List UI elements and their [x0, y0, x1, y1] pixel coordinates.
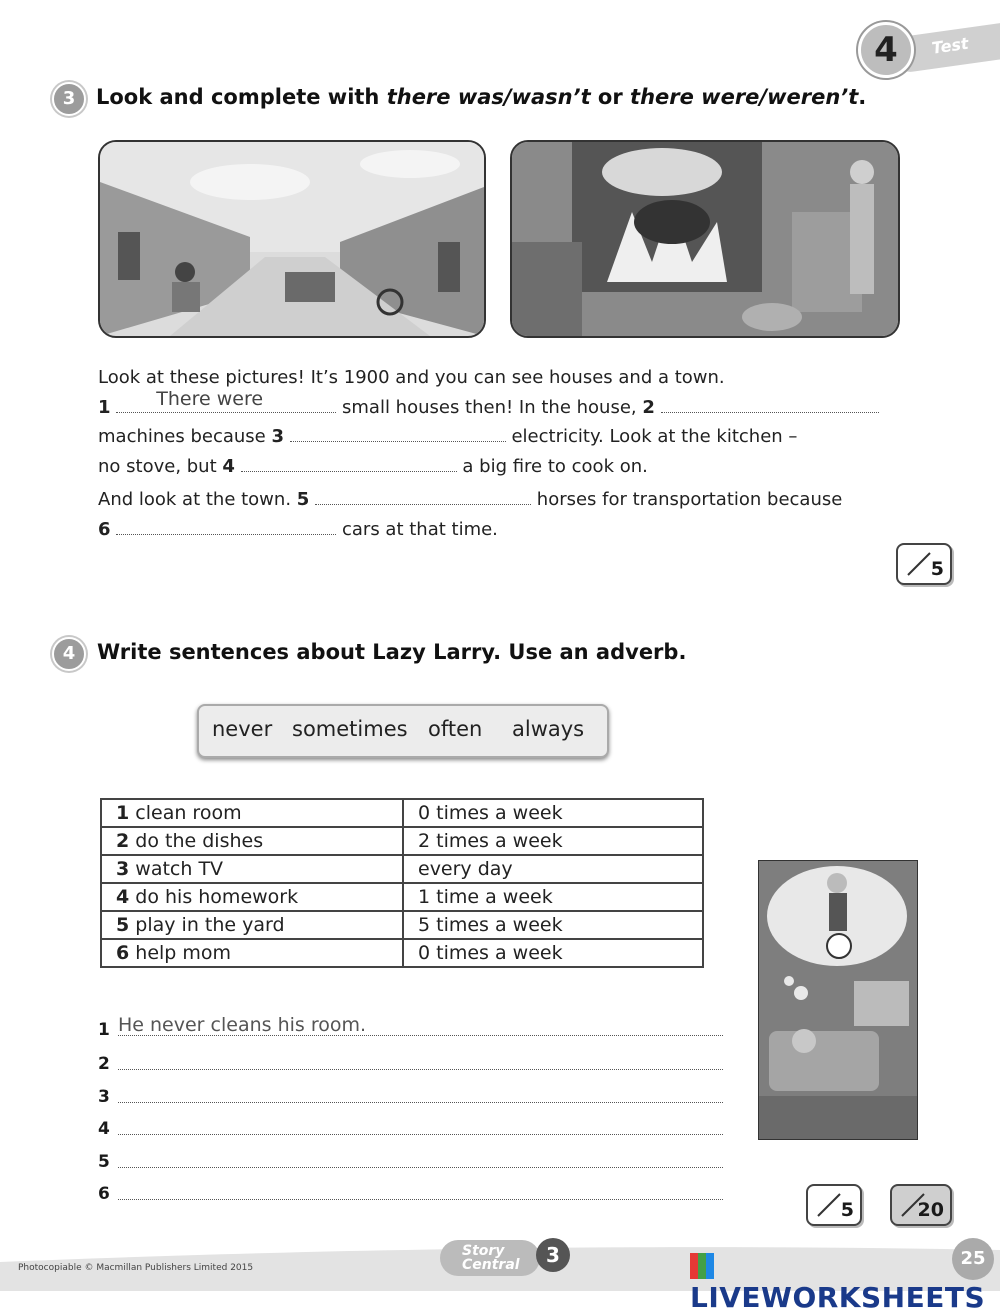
- score-box-section-4: 5: [806, 1184, 862, 1226]
- adverb-box: [197, 704, 609, 758]
- story-central-logo: Story Central 3: [440, 1236, 568, 1282]
- unit-number-circle: [858, 22, 914, 78]
- section-3-text: [98, 363, 918, 544]
- table-row: 5 play in the yard 5 times a week: [101, 911, 703, 939]
- section-4-number: 4: [52, 637, 86, 671]
- unit-badge: [858, 22, 1000, 74]
- sentence-answer-1[interactable]: He never cleans his room.: [118, 1014, 367, 1036]
- sentence-line-3[interactable]: 3: [98, 1079, 723, 1107]
- fill-line-2: machines because 3 electricity. Look at the kitchen –: [98, 426, 798, 447]
- kitchen-picture: [510, 140, 900, 338]
- liveworksheets-icon: [690, 1253, 714, 1279]
- answer-blank-3[interactable]: [290, 425, 506, 442]
- adverb-never: never: [212, 717, 273, 741]
- liveworksheets-logo[interactable]: LIVEWORKSHEETS: [690, 1248, 1000, 1314]
- fill-line-5: 6 cars at that time.: [98, 518, 498, 540]
- fill-line-4: And look at the town. 5 horses for transportation because: [98, 489, 843, 510]
- sentence-line-2[interactable]: 2: [98, 1046, 723, 1074]
- unit-number: 4: [874, 30, 898, 70]
- answer-blank-5[interactable]: [315, 488, 531, 505]
- chore-table: [100, 798, 704, 968]
- fill-line-3: no stove, but 4 a big fire to cook on.: [98, 455, 648, 477]
- copyright-notice: Photocopiable © Macmillan Publishers Limited 2015: [18, 1263, 254, 1273]
- section-3-heading: Look and complete with there was/wasn’t or there were/weren’t.: [96, 85, 867, 109]
- table-row: 1 clean room 0 times a week: [101, 799, 703, 827]
- table-row: 2 do the dishes 2 times a week: [101, 827, 703, 855]
- adverb-often: often: [428, 717, 483, 741]
- adverb-sometimes: sometimes: [292, 717, 408, 741]
- answer-blank-1[interactable]: There were: [116, 396, 336, 413]
- intro-line: Look at these pictures! It’s 1900 and you can see houses and a town.: [98, 367, 725, 388]
- answer-blank-2[interactable]: [661, 396, 879, 413]
- section-4-heading: Write sentences about Lazy Larry. Use an adverb.: [97, 640, 687, 664]
- table-row: 3 watch TV every day: [101, 855, 703, 883]
- adverb-always: always: [512, 717, 585, 741]
- answer-blank-6[interactable]: [116, 518, 336, 535]
- sentence-line-5[interactable]: 5: [98, 1144, 723, 1172]
- page-number: 25: [952, 1238, 994, 1280]
- table-row: 4 do his homework 1 time a week: [101, 883, 703, 911]
- table-row: 6 help mom 0 times a week: [101, 939, 703, 967]
- section-3-number: 3: [52, 82, 86, 116]
- answer-blank-4[interactable]: [241, 455, 457, 472]
- sentence-line-4[interactable]: 4: [98, 1111, 723, 1139]
- grand-total-score-box: 20: [890, 1184, 952, 1226]
- town-street-picture: [98, 140, 486, 338]
- sentence-line-6[interactable]: 6: [98, 1176, 723, 1204]
- fill-line-1: 1 There were small houses then! In the house, 2: [98, 393, 918, 423]
- lazy-larry-picture: [758, 860, 918, 1140]
- sentence-line-1: 1 He never cleans his room.: [98, 1012, 723, 1040]
- score-box-section-3: 5: [896, 543, 952, 585]
- test-label: Test: [930, 33, 970, 58]
